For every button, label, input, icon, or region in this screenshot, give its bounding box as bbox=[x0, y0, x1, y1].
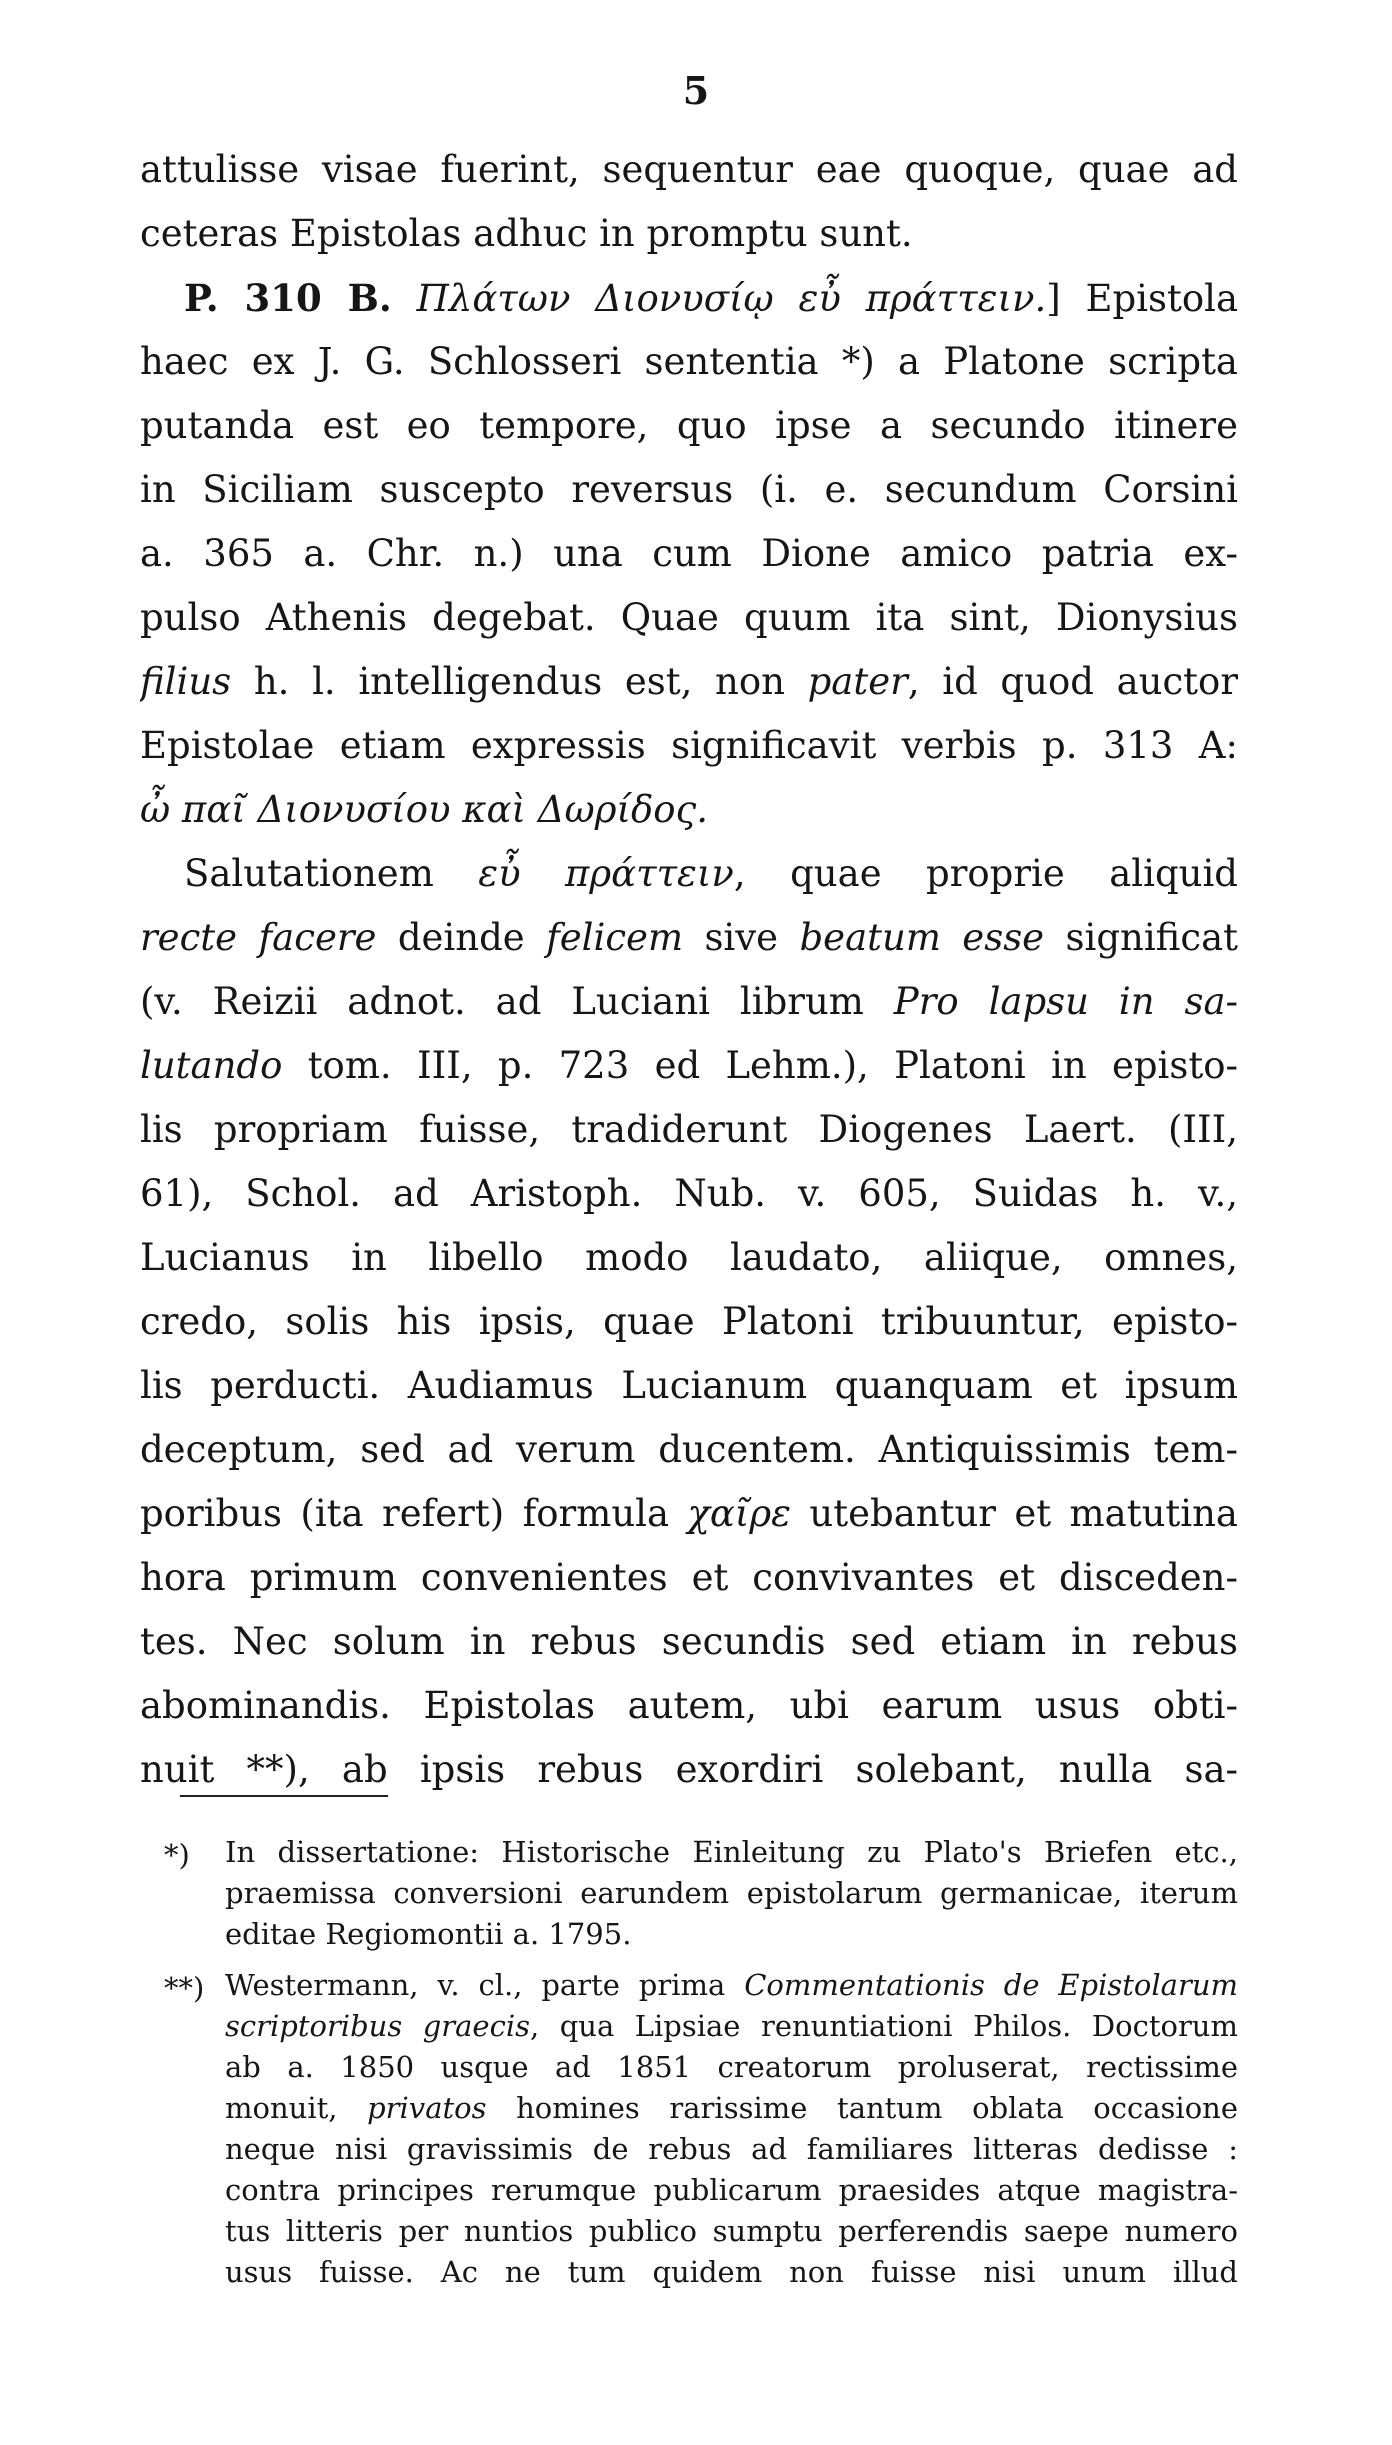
footnote-line: In dissertatione: Historische Einleitung zu Plato's Briefen etc., bbox=[225, 1835, 1238, 1869]
footnote-divider bbox=[180, 1795, 388, 1797]
text-segment: monuit, bbox=[225, 2091, 368, 2125]
text-segment: Westermann, v. cl., parte prima bbox=[225, 1968, 745, 2002]
text-segment-italic: beatum esse bbox=[799, 916, 1045, 959]
text-line bbox=[140, 1482, 1238, 1546]
footnotes bbox=[120, 1832, 1238, 2293]
text-line: putanda est eo tempore, quo ipse a secundo itinere bbox=[140, 404, 1238, 447]
text-line: hora primum convenientes et convivantes et disceden- bbox=[140, 1556, 1238, 1599]
text-line: Lucianus in libello modo laudato, aliique, omnes, bbox=[140, 1236, 1238, 1279]
text-segment-italic: felicem bbox=[546, 916, 684, 959]
footnote-line: contra principes rerumque publicarum praesides atque magistra- bbox=[225, 2173, 1238, 2207]
footnote-1 bbox=[120, 1832, 1238, 1955]
text-line bbox=[140, 1034, 1238, 1098]
text-line: a. 365 a. Chr. n.) una cum Dione amico patria ex- bbox=[140, 532, 1238, 575]
text-line bbox=[140, 266, 1238, 330]
text-line: abominandis. Epistolas autem, ubi earum usus obti- bbox=[140, 1684, 1238, 1727]
greek-term: χαῖρε bbox=[687, 1492, 791, 1535]
text-segment: h. l. intelligendus est, non bbox=[231, 660, 808, 703]
text-segment: homines rarissime tantum oblata occasione bbox=[486, 2091, 1238, 2125]
text-line: 61), Schol. ad Aristoph. Nub. v. 605, Suidas h. v., bbox=[140, 1172, 1238, 1215]
footnote-line: praemissa conversioni earundem epistolarum germanicae, iterum bbox=[225, 1876, 1238, 1910]
text-segment: , id quod auctor bbox=[907, 660, 1238, 703]
text-line: lis perducti. Audiamus Lucianum quanquam et ipsum bbox=[140, 1364, 1238, 1407]
text-line: haec ex J. G. Schlosseri sententia *) a Platone scripta bbox=[140, 340, 1238, 383]
text-segment: significat bbox=[1044, 916, 1238, 959]
text-line: tes. Nec solum in rebus secundis sed etiam in rebus bbox=[140, 1620, 1238, 1663]
text-line: credo, solis his ipsis, quae Platoni tribuuntur, episto- bbox=[140, 1300, 1238, 1343]
text-line: pulso Athenis degebat. Quae quum ita sint, Dionysius bbox=[140, 596, 1238, 639]
footnote-marker: *) bbox=[164, 1838, 190, 1872]
text-segment-italic: recte facere bbox=[140, 916, 377, 959]
text-line bbox=[140, 970, 1238, 1034]
text-segment-italic: Commentationis de Epistolarum bbox=[744, 1968, 1238, 2002]
text-line: lis propriam fuisse, tradiderunt Diogenes Laert. (III, bbox=[140, 1108, 1238, 1151]
page-number: 5 bbox=[682, 68, 710, 113]
spacer bbox=[120, 1955, 1238, 1965]
text-segment: ] Epistola bbox=[1046, 277, 1238, 320]
text-line: Epistolae etiam expressis significavit verbis p. 313 A: bbox=[140, 724, 1238, 767]
text-line: ceteras Epistolas adhuc in promptu sunt. bbox=[140, 212, 913, 255]
footnote-line bbox=[225, 1965, 1238, 2006]
text-line bbox=[140, 650, 1238, 714]
text-segment-italic: pater bbox=[807, 660, 908, 703]
text-segment: sive bbox=[683, 916, 800, 959]
text-segment-italic: privatos bbox=[367, 2091, 487, 2125]
text-line: in Siciliam suscepto reversus (i. e. secundum Corsini bbox=[140, 468, 1238, 511]
text-segment: tom. III, p. 723 ed Lehm.), Platoni in episto- bbox=[282, 1044, 1238, 1087]
footnote-line: ab a. 1850 usque ad 1851 creatorum proluserat, rectissime bbox=[225, 2050, 1238, 2084]
footnote-line: neque nisi gravissimis de rebus ad familiares litteras dedisse : bbox=[225, 2132, 1238, 2166]
footnote-line: editae Regiomontii a. 1795. bbox=[225, 1917, 632, 1951]
greek-lemma: Πλάτων Διονυσίῳ εὖ πράττειν. bbox=[416, 277, 1047, 320]
text-segment-italic: Pro lapsu in sa- bbox=[893, 980, 1238, 1023]
text-segment: (v. Reizii adnot. ad Luciani librum bbox=[140, 980, 894, 1023]
footnote-line bbox=[225, 2006, 1238, 2047]
text-segment: Salutationem bbox=[184, 852, 479, 895]
footnote-marker: **) bbox=[164, 1971, 205, 2005]
greek-term: εὖ πράττειν bbox=[478, 852, 734, 895]
text-line bbox=[140, 906, 1238, 970]
text-segment: , qua Lipsiae renuntiationi Philos. Doctorum bbox=[529, 2009, 1238, 2043]
page-reference: P. 310 B. bbox=[184, 276, 392, 320]
greek-quotation: ὦ παῖ Διονυσίου καὶ Δωρίδος. bbox=[140, 788, 708, 831]
footnote-2 bbox=[120, 1965, 1238, 2293]
text-segment-italic: filius bbox=[140, 660, 232, 703]
text-segment-italic: lutando bbox=[140, 1044, 283, 1087]
main-text bbox=[140, 138, 1238, 1802]
text-segment: utebantur et matutina bbox=[791, 1492, 1238, 1535]
footnote-line: usus fuisse. Ac ne tum quidem non fuisse nisi unum illud bbox=[225, 2255, 1238, 2289]
text-line: deceptum, sed ad verum ducentem. Antiquissimis tem- bbox=[140, 1428, 1238, 1471]
footnote-line: tus litteris per nuntios publico sumptu perferendis saepe numero bbox=[225, 2214, 1238, 2248]
text-line bbox=[140, 842, 1238, 906]
text-segment: , quae proprie aliquid bbox=[733, 852, 1238, 895]
text-segment: deinde bbox=[376, 916, 547, 959]
text-segment: poribus (ita refert) formula bbox=[140, 1492, 688, 1535]
text-line: nuit **), ab ipsis rebus exordiri solebant, nulla sa- bbox=[140, 1748, 1238, 1791]
footnote-line bbox=[225, 2088, 1238, 2129]
text-line: attulisse visae fuerint, sequentur eae quoque, quae ad bbox=[140, 148, 1238, 191]
text-segment-italic: scriptoribus graecis bbox=[225, 2009, 530, 2043]
